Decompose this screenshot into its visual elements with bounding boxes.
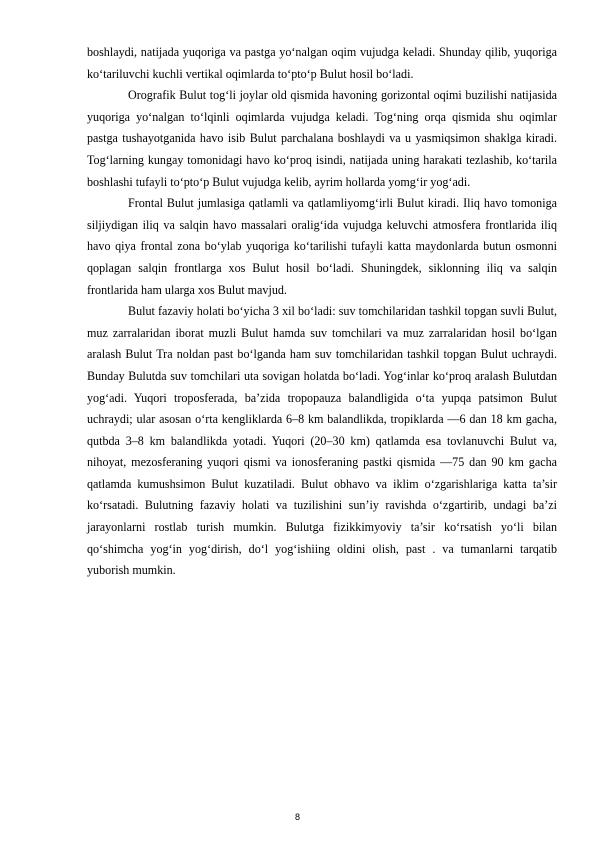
paragraph-cloud-phase: Bulut fazaviy holati bo‘yicha 3 xil bo‘ladi: suv tomchilaridan tashkil topgan suvli Bulut, muz zarralaridan iborat muzli Bulut hamda suv tomchilari va muz zarralaridan hosil bo‘lgan aralash Bulut Tra noldan past bo‘lganda ham suv tomchilaridan tashkil topgan Bulut uchraydi. Bunday Bulutda suv tomchilari uta sovigan holatda bo‘ladi. Yog‘inlar ko‘proq aralash Bulutdan yog‘adi. Yuqori troposferada, ba’zida tropopauza balandligida o‘ta yupqa patsimon Bulut uchraydi; ular asosan o‘rta kengliklarda 6–8 km balandlikda, tropiklarda —6 dan 18 km gacha, qutbda 3–8 km balandlikda yotadi. Yuqori (20–30 km) qatlamda esa tovlanuvchi Bulut va, nihoyat, mezosferaning yuqori qismi va ionosferaning pastki qismida —75 dan 90 km gacha qatlamda kumushsimon Bulut kuzatiladi. Bulut obhavo va iklim o‘zgarishlariga katta ta’sir ko‘rsatadi. Bulutning fazaviy holati va tuzilishini sun’iy ravishda o‘zgartirib, undagi ba’zi jarayonlarni rostlab turish mumkin. Bulutga fizikkimyoviy ta’sir ko‘rsatish yo‘li bilan qo‘shimcha yog‘in yog‘dirish, do‘l yog‘ishiing oldini olish, past . va tumanlarni tarqatib yuborish mumkin. bbox=[87, 304, 557, 578]
document-body bbox=[87, 42, 557, 582]
paragraph-orographic-clouds: Orografik Bulut tog‘li joylar old qismida havoning gorizontal oqimi buzilishi natijasida yuqoriga yo‘nalgan to‘lqinli oqimlarda vujudga keladi. Tog‘ning orqa qismida shu oqimlar pastga tushayotganida havo isib Bulut parchalana boshlaydi va u yasmiqsimon shaklga kiradi. Tog‘larning kungay tomonidagi havo ko‘proq isindi, natijada uning harakati tezlashib, ko‘tarila boshlashi tufayli to‘pto‘p Bulut vujudga kelib, ayrim hollarda yomg‘ir yog‘adi. bbox=[87, 88, 557, 189]
paragraph-continuation: boshlaydi, natijada yuqoriga va pastga yo‘nalgan oqim vujudga keladi. Shunday qilib, yuqoriga ko‘tariluvchi kuchli vertikal oqimlarda to‘pto‘p Bulut hosil bo‘ladi. bbox=[87, 45, 557, 81]
paragraph-frontal-clouds: Frontal Bulut jumlasiga qatlamli va qatlamliyomg‘irli Bulut kiradi. Iliq havo tomoniga siljiydigan iliq va salqin havo massalari oralig‘ida vujudga keluvchi atmosfera frontlarida iliq havo qiya frontal zona bo‘ylab yuqoriga ko‘tarilishi tufayli katta maydonlarda butun osmonni qoplagan salqin frontlarga xos Bulut hosil bo‘ladi. Shuningdek, siklonning iliq va salqin frontlarida ham ularga xos Bulut mavjud. bbox=[87, 196, 557, 297]
page-number: 8 bbox=[294, 812, 300, 822]
